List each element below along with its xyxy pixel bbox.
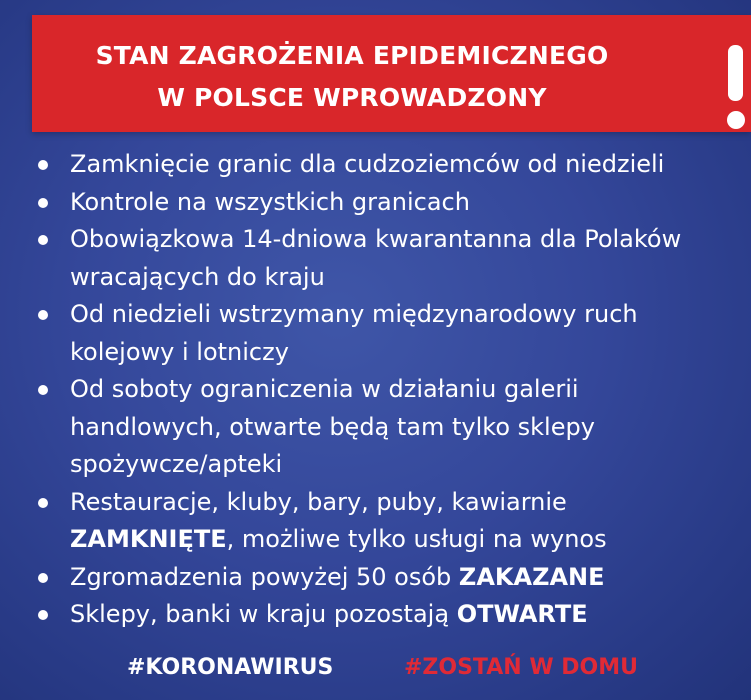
bullet-item — [0, 596, 751, 634]
bullet-text: Restauracje, kluby, bary, puby, kawiarnie — [70, 487, 567, 516]
bullet-item — [0, 184, 751, 222]
banner-title-line-1: STAN ZAGROŻENIA EPIDEMICZNEGO — [95, 41, 609, 70]
alert-banner — [32, 15, 751, 132]
bullet-dot-icon — [38, 385, 48, 395]
hashtag-koronawirus: #KORONAWIRUS — [127, 655, 334, 680]
bullet-text: Od niedzieli wstrzymany międzynarodowy ruch kolejowy i lotniczy — [70, 300, 638, 366]
bullet-text: Kontrole na wszystkich granicach — [70, 187, 470, 216]
bullet-text: Sklepy, banki w kraju pozostają — [70, 600, 450, 628]
bullet-item — [0, 559, 751, 597]
bullet-dot-icon — [38, 198, 48, 208]
bullet-item — [0, 484, 751, 559]
bullet-list — [0, 146, 751, 634]
bullet-dot-icon — [38, 310, 48, 320]
exclamation-bar — [728, 45, 743, 101]
bullet-dot-icon — [38, 160, 48, 170]
bullet-text: Od soboty ograniczenia w działaniu galerii handlowych, otwarte będą tam tylko sklepy spożywcze/apteki — [70, 375, 595, 478]
bullet-dot-icon — [38, 610, 48, 620]
bullet-dot-icon — [38, 235, 48, 245]
exclamation-dot — [727, 111, 745, 129]
bullet-emphasis: ZAKAZANE — [458, 562, 605, 591]
bullet-item — [0, 146, 751, 184]
bullet-dot-icon — [38, 573, 48, 583]
bullet-item — [0, 296, 751, 371]
bullet-text-tail: , możliwe tylko usługi na wynos — [226, 525, 607, 553]
footer-hashtags — [0, 652, 751, 684]
bullet-emphasis: OTWARTE — [456, 600, 588, 628]
banner-title — [32, 35, 672, 119]
bullet-emphasis: ZAMKNIĘTE — [70, 525, 227, 553]
exclamation-icon — [718, 45, 751, 140]
banner-title-line-2: W POLSCE WPROWADZONY — [157, 83, 547, 112]
bullet-text: Obowiązkowa 14-dniowa kwarantanna dla Polaków wracających do kraju — [70, 225, 682, 291]
bullet-text: Zgromadzenia powyżej 50 osób — [70, 562, 452, 591]
bullet-item — [0, 371, 751, 484]
hashtag-zostan-w-domu: #ZOSTAŃ W DOMU — [404, 655, 638, 680]
bullet-item — [0, 221, 751, 296]
bullet-dot-icon — [38, 498, 48, 508]
bullet-text: Zamknięcie granic dla cudzoziemców od niedzieli — [70, 150, 665, 178]
